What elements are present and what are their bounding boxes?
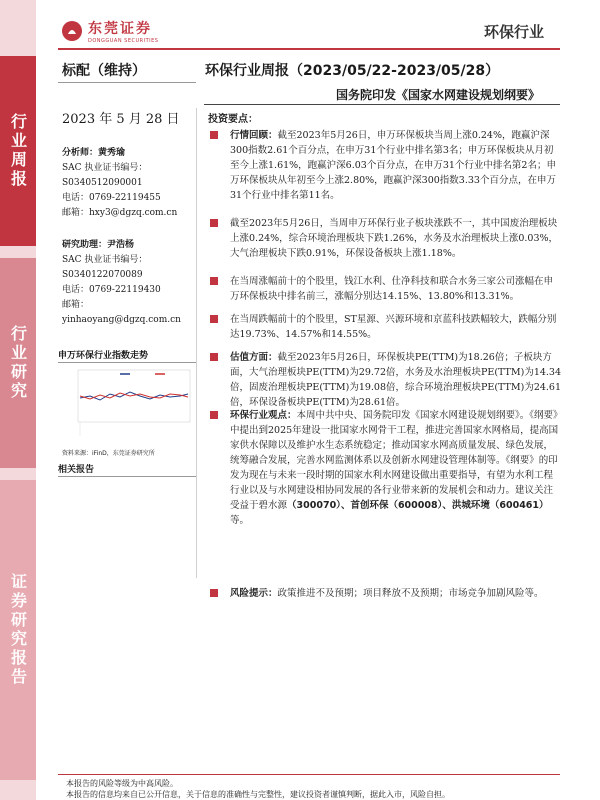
bullet-subsectors — [210, 216, 562, 268]
brand-logo-icon — [62, 21, 82, 41]
bullet-risk — [210, 586, 562, 618]
bullet-lead: 行情回顾： — [230, 130, 278, 141]
industry-tag: 环保行业 — [483, 23, 544, 41]
stock-bishuiyuan: （300070） — [287, 500, 341, 511]
report-subtitle: 国务院印发《国家水网建设规划纲要》 — [335, 88, 540, 102]
analyst-label: 分析师： — [62, 148, 99, 158]
bullet-top-losers — [210, 312, 562, 344]
brand-logo — [62, 18, 158, 44]
related-reports-heading: 相关报告 — [58, 465, 95, 475]
bullet-top-gainers — [210, 274, 562, 306]
bullet-industry-view — [210, 408, 562, 580]
brand-name-en: DONGGUAN SECURITIES — [88, 38, 159, 44]
bullet-valuation — [210, 350, 562, 408]
chart-plot-area — [78, 370, 190, 422]
bullet-marker-icon — [210, 277, 218, 285]
investment-points-heading: 投资要点： — [208, 114, 258, 125]
bullet-text: 截至2023年5月26日，申万环保板块当周上涨0.24%，跑赢沪深300指数2.61个百分点，在申万31个行业中排名第3名；申万环保板块从月初至今上涨1.61%，跑赢沪深6.03个百分点，在申万31个行业中排名第2名；申万环保板块从年初至今上涨2.80%，跑赢沪深300指数3.33个百分点，在申万31个行业中排名第11名。 — [230, 130, 556, 201]
rating: 标配（维持） — [62, 63, 146, 79]
assistant-info — [62, 238, 194, 328]
bullet-text: 截至2023年5月26日，环保板块PE(TTM)为18.26倍；子板块方面，大气治理板块PE(TTM)为29.72倍，水务及水治理板块PE(TTM)为14.34倍，固废治理板块PE(TTM)为19.08倍，综合环境治理板块PE(TTM)为24.61倍，环保设备板块PE(TTM)为28.61倍。 — [230, 352, 562, 408]
title-rule — [204, 104, 560, 105]
bullet-marker-icon — [210, 219, 218, 227]
assistant-email[interactable]: yinhaoyang@dgzq.com.cn — [62, 315, 181, 325]
assistant-label: 研究助理： — [62, 240, 108, 250]
footer-rule — [58, 774, 560, 775]
column-divider — [196, 108, 197, 578]
bullet-marker-icon — [210, 353, 218, 361]
analyst-name: 黄秀瑜 — [98, 148, 126, 158]
header-rule — [58, 48, 560, 50]
side-label-weekly: 行业周报 — [0, 56, 36, 246]
assistant-cert: S0340122070089 — [62, 270, 143, 280]
side-label-research: 行业研究 — [0, 258, 36, 468]
side-label-securities-report: 证券研究报告 — [0, 480, 36, 780]
bullet-lead: 风险提示： — [230, 588, 278, 599]
analyst-cert-label: SAC 执业证书编号： — [62, 163, 148, 173]
rating-rule — [58, 82, 196, 83]
chart-source: 资料来源：iFinD，东莞证券研究所 — [62, 450, 155, 457]
bullet-text: 在当周跌幅前十的个股里，ST星源、兴源环境和京蓝科技跌幅较大，跌幅分别达19.73%、14.57%和14.55%。 — [230, 314, 557, 340]
bullet-text: 本周中共中央、国务院印发《国家水网建设规划纲要》。《纲要》中提出到2025年建设一批国家水网骨干工程，推进完善国家水网格局，提高国家供水保障以及维护水生态系统稳定；推动国家水网高质量发展、绿色发展，统筹融合发展，完善水网监测体系以及创新水网建设管理体制等。《纲要》的印发为现在与未来一段时期的国家水利水网建设做出重要指导，有望为水利工程行业以及与水网建设相协同发展的各行业带来新的发展机会和动力。建议关注受益于碧水源 — [230, 410, 559, 511]
bullet-text: 在当周涨幅前十的个股里，钱江水利、仕净科技和联合水务三家公司涨幅在申万环保板块中排名前三，涨幅分别达14.15%、13.80%和13.31%。 — [230, 276, 554, 302]
stock-shouchuang: 、首创环保（600008） — [340, 500, 443, 511]
bullet-lead: 环保行业观点： — [230, 410, 297, 421]
assistant-cert-label: SAC 执业证书编号： — [62, 255, 148, 265]
stock-hongcheng: 、洪城环境（600461） — [442, 500, 549, 511]
analyst-phone: 电话：0769-22119455 — [62, 193, 161, 203]
stock-tail: 等。 — [230, 515, 250, 526]
disclaimer-footer — [66, 778, 586, 800]
analyst-email[interactable]: 邮箱：hxy3@dgzq.com.cn — [62, 208, 178, 218]
assistant-phone: 电话：0769-22119430 — [62, 285, 161, 295]
bullet-text: 截至2023年5月26日，当周申万环保行业子板块涨跌不一，其中国废治理板块上涨0.24%，综合环境治理板块下跌1.26%，水务及水治理板块上涨0.03%，大气治理板块下跌0.91%，环保设备板块上涨1.18%。 — [230, 218, 559, 259]
risk-level-note: 本报告的风险等级为中高风险。 — [66, 779, 178, 788]
analyst-info — [62, 146, 192, 221]
bullet-lead: 估值方面： — [230, 352, 278, 363]
index-trend-chart — [60, 366, 194, 446]
bullet-text: 政策推进不及预期；项目释放不及预期；市场竞争加剧风险等。 — [277, 588, 544, 599]
report-date: 2023 年 5 月 28 日 — [62, 112, 180, 127]
bullet-marker-icon — [210, 589, 218, 597]
investment-points — [210, 128, 562, 624]
chart-rule — [58, 362, 196, 363]
assistant-name: 尹浩杨 — [107, 240, 135, 250]
related-rule — [58, 476, 196, 477]
index-chart-title: 申万环保行业指数走势 — [58, 351, 149, 361]
bullet-market-review — [210, 128, 562, 210]
report-title: 环保行业周报（2023/05/22-2023/05/28） — [205, 63, 500, 79]
bullet-marker-icon — [210, 411, 218, 419]
assistant-email-label: 邮箱： — [62, 300, 90, 310]
analyst-cert: S0340512090001 — [62, 178, 143, 188]
brand-name-cn: 东莞证券 — [88, 21, 152, 37]
info-source-note: 本报告的信息均来自已公开信息，关于信息的准确性与完整性，建议投资者谨慎判断，据此入市，风险自担。 — [66, 790, 450, 799]
bullet-marker-icon — [210, 131, 218, 139]
bullet-marker-icon — [210, 315, 218, 323]
